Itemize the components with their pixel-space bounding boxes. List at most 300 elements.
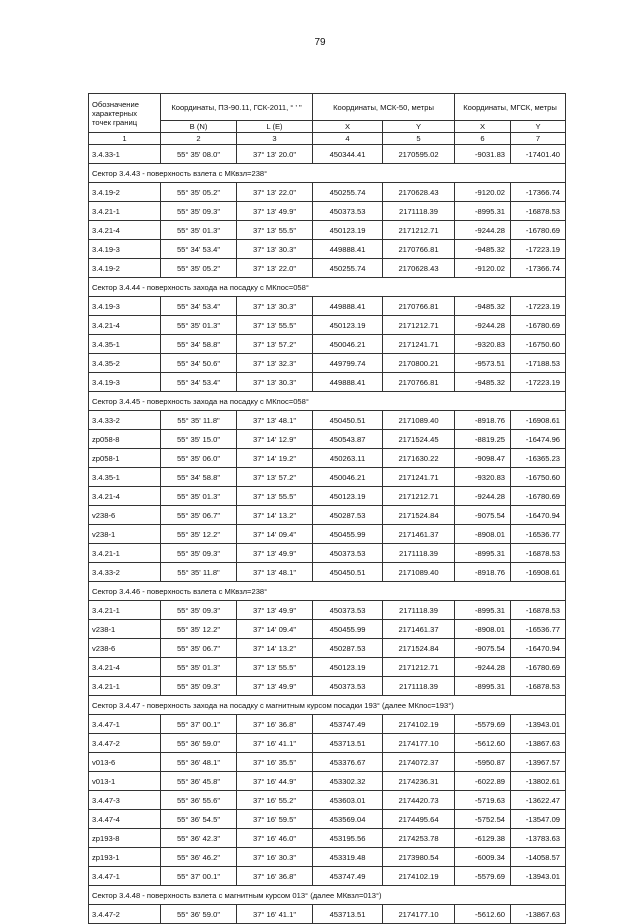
header-sub-b: B (N) xyxy=(161,121,237,133)
cell-msk-x: 450123.19 xyxy=(313,487,383,506)
cell-mgsk-x: -5752.54 xyxy=(455,810,511,829)
cell-mgsk-y: -17223.19 xyxy=(511,240,566,259)
cell-msk-x: 450287.53 xyxy=(313,639,383,658)
cell-msk-x: 450373.53 xyxy=(313,601,383,620)
cell-point-id: 3.4.21-4 xyxy=(89,221,161,240)
cell-longitude-l: 37° 13' 30.3" xyxy=(237,240,313,259)
cell-longitude-l: 37° 13' 20.0" xyxy=(237,145,313,164)
cell-latitude-b: 55° 36' 48.1" xyxy=(161,753,237,772)
cell-msk-y: 2174253.78 xyxy=(383,829,455,848)
cell-point-id: 3.4.33-2 xyxy=(89,563,161,582)
section-title: Сектор 3.4.45 - поверхность захода на посадку с МКпос=058° xyxy=(89,392,566,411)
cell-latitude-b: 55° 34' 53.4" xyxy=(161,297,237,316)
header-col-number: 7 xyxy=(511,133,566,145)
cell-longitude-l: 37° 13' 55.5" xyxy=(237,658,313,677)
table-row xyxy=(89,544,566,563)
cell-latitude-b: 55° 35' 06.7" xyxy=(161,639,237,658)
cell-msk-x: 449888.41 xyxy=(313,240,383,259)
cell-msk-x: 453569.04 xyxy=(313,810,383,829)
header-col-number: 4 xyxy=(313,133,383,145)
cell-latitude-b: 55° 34' 53.4" xyxy=(161,373,237,392)
cell-msk-y: 2171212.71 xyxy=(383,658,455,677)
cell-point-id: 3.4.47-2 xyxy=(89,905,161,924)
cell-mgsk-x: -9098.47 xyxy=(455,449,511,468)
section-title: Сектор 3.4.47 - поверхность захода на посадку с магнитным курсом посадки 193° (далее МКпос=193°) xyxy=(89,696,566,715)
section-title: Сектор 3.4.43 - поверхность взлета с МКвзл=238° xyxy=(89,164,566,183)
cell-msk-x: 450255.74 xyxy=(313,183,383,202)
table-row xyxy=(89,829,566,848)
cell-point-id: v238-1 xyxy=(89,620,161,639)
cell-longitude-l: 37° 13' 57.2" xyxy=(237,468,313,487)
table-row xyxy=(89,183,566,202)
cell-msk-y: 2170595.02 xyxy=(383,145,455,164)
cell-msk-x: 453603.01 xyxy=(313,791,383,810)
cell-point-id: 3.4.47-4 xyxy=(89,810,161,829)
table-row xyxy=(89,430,566,449)
cell-longitude-l: 37° 16' 55.2" xyxy=(237,791,313,810)
cell-msk-x: 450450.51 xyxy=(313,411,383,430)
cell-longitude-l: 37° 16' 41.1" xyxy=(237,734,313,753)
cell-msk-y: 2174177.10 xyxy=(383,905,455,924)
cell-msk-y: 2171241.71 xyxy=(383,468,455,487)
section-title: Сектор 3.4.48 - поверхность взлета с магнитным курсом 013° (далее МКвзл=013°) xyxy=(89,886,566,905)
cell-point-id: 3.4.47-1 xyxy=(89,715,161,734)
cell-mgsk-x: -8995.31 xyxy=(455,202,511,221)
cell-latitude-b: 55° 35' 01.3" xyxy=(161,487,237,506)
table-row xyxy=(89,373,566,392)
cell-msk-x: 453713.51 xyxy=(313,734,383,753)
table-row xyxy=(89,791,566,810)
header-sub-x-msk: X xyxy=(313,121,383,133)
cell-msk-x: 450450.51 xyxy=(313,563,383,582)
cell-latitude-b: 55° 35' 08.0" xyxy=(161,145,237,164)
cell-mgsk-x: -9485.32 xyxy=(455,373,511,392)
table-row xyxy=(89,259,566,278)
cell-longitude-l: 37° 13' 48.1" xyxy=(237,411,313,430)
cell-msk-y: 2170628.43 xyxy=(383,259,455,278)
cell-mgsk-x: -8908.01 xyxy=(455,525,511,544)
cell-point-id: 3.4.21-1 xyxy=(89,601,161,620)
table-row xyxy=(89,620,566,639)
cell-point-id: zp193-8 xyxy=(89,829,161,848)
cell-latitude-b: 55° 35' 11.8" xyxy=(161,563,237,582)
header-group-msk50: Координаты, МСК-50, метры xyxy=(313,94,455,121)
header-col-number: 5 xyxy=(383,133,455,145)
cell-msk-y: 2171089.40 xyxy=(383,411,455,430)
cell-msk-y: 2171524.84 xyxy=(383,639,455,658)
cell-point-id: 3.4.35-2 xyxy=(89,354,161,373)
cell-longitude-l: 37° 14' 13.2" xyxy=(237,639,313,658)
cell-msk-y: 2170628.43 xyxy=(383,183,455,202)
cell-mgsk-y: -16365.23 xyxy=(511,449,566,468)
cell-mgsk-x: -8995.31 xyxy=(455,601,511,620)
cell-msk-y: 2171524.84 xyxy=(383,506,455,525)
table-row xyxy=(89,449,566,468)
cell-latitude-b: 55° 35' 09.3" xyxy=(161,202,237,221)
cell-msk-y: 2170766.81 xyxy=(383,373,455,392)
cell-mgsk-x: -9120.02 xyxy=(455,259,511,278)
cell-mgsk-y: -14058.57 xyxy=(511,848,566,867)
cell-mgsk-y: -16780.69 xyxy=(511,316,566,335)
cell-latitude-b: 55° 35' 11.8" xyxy=(161,411,237,430)
cell-point-id: 3.4.35-1 xyxy=(89,468,161,487)
cell-mgsk-x: -9120.02 xyxy=(455,183,511,202)
table-row xyxy=(89,601,566,620)
cell-longitude-l: 37° 13' 48.1" xyxy=(237,563,313,582)
cell-msk-y: 2174236.31 xyxy=(383,772,455,791)
cell-longitude-l: 37° 13' 22.0" xyxy=(237,259,313,278)
cell-mgsk-x: -9075.54 xyxy=(455,639,511,658)
cell-msk-x: 453319.48 xyxy=(313,848,383,867)
cell-msk-y: 2174177.10 xyxy=(383,734,455,753)
table-row xyxy=(89,658,566,677)
header-sub-x-mgsk: X xyxy=(455,121,511,133)
header-sub-y-msk: Y xyxy=(383,121,455,133)
cell-longitude-l: 37° 13' 30.3" xyxy=(237,373,313,392)
cell-point-id: 3.4.33-2 xyxy=(89,411,161,430)
cell-point-id: 3.4.47-3 xyxy=(89,791,161,810)
cell-mgsk-y: -16878.53 xyxy=(511,544,566,563)
cell-mgsk-y: -16780.69 xyxy=(511,658,566,677)
cell-mgsk-y: -17223.19 xyxy=(511,297,566,316)
cell-point-id: v238-6 xyxy=(89,639,161,658)
cell-msk-y: 2174420.73 xyxy=(383,791,455,810)
cell-point-id: 3.4.19-2 xyxy=(89,183,161,202)
cell-point-id: zp058-1 xyxy=(89,449,161,468)
cell-latitude-b: 55° 34' 58.8" xyxy=(161,335,237,354)
cell-longitude-l: 37° 16' 35.5" xyxy=(237,753,313,772)
cell-latitude-b: 55° 37' 00.1" xyxy=(161,867,237,886)
cell-mgsk-y: -16878.53 xyxy=(511,677,566,696)
cell-latitude-b: 55° 35' 06.7" xyxy=(161,506,237,525)
cell-mgsk-y: -13802.61 xyxy=(511,772,566,791)
section-row xyxy=(89,582,566,601)
cell-mgsk-x: -8819.25 xyxy=(455,430,511,449)
cell-longitude-l: 37° 13' 49.9" xyxy=(237,601,313,620)
cell-longitude-l: 37° 14' 12.9" xyxy=(237,430,313,449)
table-row xyxy=(89,867,566,886)
cell-mgsk-y: -16908.61 xyxy=(511,563,566,582)
cell-point-id: zp193-1 xyxy=(89,848,161,867)
cell-msk-y: 2171118.39 xyxy=(383,677,455,696)
cell-longitude-l: 37° 16' 41.1" xyxy=(237,905,313,924)
table-row xyxy=(89,734,566,753)
cell-longitude-l: 37° 13' 49.9" xyxy=(237,202,313,221)
cell-mgsk-y: -17366.74 xyxy=(511,183,566,202)
table-row xyxy=(89,677,566,696)
cell-mgsk-y: -16474.96 xyxy=(511,430,566,449)
cell-latitude-b: 55° 35' 09.3" xyxy=(161,677,237,696)
cell-point-id: 3.4.47-2 xyxy=(89,734,161,753)
cell-mgsk-x: -5719.63 xyxy=(455,791,511,810)
cell-latitude-b: 55° 35' 05.2" xyxy=(161,259,237,278)
cell-mgsk-y: -16780.69 xyxy=(511,221,566,240)
cell-mgsk-y: -16750.60 xyxy=(511,335,566,354)
cell-latitude-b: 55° 35' 09.3" xyxy=(161,544,237,563)
cell-longitude-l: 37° 13' 57.2" xyxy=(237,335,313,354)
cell-longitude-l: 37° 14' 19.2" xyxy=(237,449,313,468)
cell-longitude-l: 37° 13' 55.5" xyxy=(237,316,313,335)
cell-mgsk-x: -8995.31 xyxy=(455,677,511,696)
cell-mgsk-y: -13783.63 xyxy=(511,829,566,848)
cell-msk-y: 2171630.22 xyxy=(383,449,455,468)
cell-mgsk-x: -9573.51 xyxy=(455,354,511,373)
cell-msk-x: 450344.41 xyxy=(313,145,383,164)
cell-msk-x: 450123.19 xyxy=(313,316,383,335)
cell-mgsk-y: -17401.40 xyxy=(511,145,566,164)
cell-msk-x: 450287.53 xyxy=(313,506,383,525)
cell-mgsk-y: -16536.77 xyxy=(511,525,566,544)
cell-longitude-l: 37° 13' 32.3" xyxy=(237,354,313,373)
cell-msk-x: 450123.19 xyxy=(313,658,383,677)
cell-msk-y: 2171212.71 xyxy=(383,487,455,506)
cell-mgsk-y: -13622.47 xyxy=(511,791,566,810)
cell-msk-y: 2173980.54 xyxy=(383,848,455,867)
cell-msk-y: 2171461.37 xyxy=(383,620,455,639)
cell-msk-y: 2171212.71 xyxy=(383,316,455,335)
table-row xyxy=(89,772,566,791)
table-row xyxy=(89,905,566,924)
cell-mgsk-y: -16536.77 xyxy=(511,620,566,639)
table-row xyxy=(89,221,566,240)
cell-mgsk-x: -9031.83 xyxy=(455,145,511,164)
cell-msk-x: 450255.74 xyxy=(313,259,383,278)
cell-mgsk-x: -9244.28 xyxy=(455,487,511,506)
cell-msk-x: 453713.51 xyxy=(313,905,383,924)
cell-mgsk-x: -5612.60 xyxy=(455,905,511,924)
cell-point-id: v013-6 xyxy=(89,753,161,772)
table-row xyxy=(89,506,566,525)
section-title: Сектор 3.4.44 - поверхность захода на посадку с МКпос=058° xyxy=(89,278,566,297)
table-row xyxy=(89,468,566,487)
cell-longitude-l: 37° 13' 30.3" xyxy=(237,297,313,316)
cell-latitude-b: 55° 35' 12.2" xyxy=(161,620,237,639)
cell-mgsk-y: -16908.61 xyxy=(511,411,566,430)
cell-msk-x: 449888.41 xyxy=(313,297,383,316)
table-row xyxy=(89,316,566,335)
cell-point-id: 3.4.21-4 xyxy=(89,316,161,335)
cell-msk-x: 450046.21 xyxy=(313,468,383,487)
cell-mgsk-x: -5579.69 xyxy=(455,867,511,886)
cell-mgsk-x: -5612.60 xyxy=(455,734,511,753)
cell-longitude-l: 37° 13' 55.5" xyxy=(237,221,313,240)
cell-longitude-l: 37° 13' 49.9" xyxy=(237,677,313,696)
cell-latitude-b: 55° 35' 05.2" xyxy=(161,183,237,202)
table-row xyxy=(89,354,566,373)
cell-msk-y: 2171118.39 xyxy=(383,601,455,620)
header-group-mgsk: Координаты, МГСК, метры xyxy=(455,94,566,121)
cell-point-id: 3.4.21-1 xyxy=(89,202,161,221)
cell-msk-y: 2171241.71 xyxy=(383,335,455,354)
cell-point-id: v013-1 xyxy=(89,772,161,791)
cell-msk-x: 449888.41 xyxy=(313,373,383,392)
section-row xyxy=(89,696,566,715)
cell-longitude-l: 37° 13' 22.0" xyxy=(237,183,313,202)
cell-point-id: 3.4.35-1 xyxy=(89,335,161,354)
cell-msk-y: 2170800.21 xyxy=(383,354,455,373)
section-row xyxy=(89,278,566,297)
cell-mgsk-x: -9244.28 xyxy=(455,316,511,335)
cell-msk-x: 449799.74 xyxy=(313,354,383,373)
cell-mgsk-y: -13867.63 xyxy=(511,905,566,924)
cell-point-id: 3.4.47-1 xyxy=(89,867,161,886)
cell-msk-x: 453376.67 xyxy=(313,753,383,772)
cell-msk-x: 450543.87 xyxy=(313,430,383,449)
cell-longitude-l: 37° 14' 09.4" xyxy=(237,525,313,544)
header-sub-l: L (E) xyxy=(237,121,313,133)
table-row xyxy=(89,639,566,658)
cell-mgsk-y: -17223.19 xyxy=(511,373,566,392)
cell-mgsk-y: -13967.57 xyxy=(511,753,566,772)
cell-msk-x: 453302.32 xyxy=(313,772,383,791)
section-row xyxy=(89,392,566,411)
cell-longitude-l: 37° 16' 59.5" xyxy=(237,810,313,829)
cell-latitude-b: 55° 36' 45.8" xyxy=(161,772,237,791)
cell-msk-y: 2171461.37 xyxy=(383,525,455,544)
cell-point-id: 3.4.19-3 xyxy=(89,373,161,392)
cell-mgsk-x: -9485.32 xyxy=(455,240,511,259)
cell-latitude-b: 55° 35' 01.3" xyxy=(161,658,237,677)
cell-latitude-b: 55° 36' 42.3" xyxy=(161,829,237,848)
cell-mgsk-x: -8918.76 xyxy=(455,411,511,430)
section-row xyxy=(89,164,566,183)
cell-mgsk-y: -17188.53 xyxy=(511,354,566,373)
cell-latitude-b: 55° 35' 09.3" xyxy=(161,601,237,620)
cell-longitude-l: 37° 13' 55.5" xyxy=(237,487,313,506)
table-row xyxy=(89,240,566,259)
cell-mgsk-y: -13867.63 xyxy=(511,734,566,753)
header-group-pz90: Координаты, ПЗ-90.11, ГСК-2011, ° ' " xyxy=(161,94,313,121)
cell-mgsk-x: -5950.87 xyxy=(455,753,511,772)
cell-point-id: 3.4.19-3 xyxy=(89,297,161,316)
cell-longitude-l: 37° 14' 09.4" xyxy=(237,620,313,639)
coordinates-table xyxy=(88,93,566,924)
cell-msk-y: 2174102.19 xyxy=(383,715,455,734)
header-col-number: 3 xyxy=(237,133,313,145)
cell-msk-x: 453747.49 xyxy=(313,715,383,734)
cell-latitude-b: 55° 34' 53.4" xyxy=(161,240,237,259)
cell-mgsk-x: -8918.76 xyxy=(455,563,511,582)
cell-point-id: v238-1 xyxy=(89,525,161,544)
cell-mgsk-y: -16470.94 xyxy=(511,639,566,658)
cell-msk-x: 450373.53 xyxy=(313,544,383,563)
cell-mgsk-x: -6129.38 xyxy=(455,829,511,848)
table-row xyxy=(89,525,566,544)
cell-mgsk-x: -6009.34 xyxy=(455,848,511,867)
cell-latitude-b: 55° 35' 01.3" xyxy=(161,316,237,335)
table-row xyxy=(89,487,566,506)
cell-longitude-l: 37° 14' 13.2" xyxy=(237,506,313,525)
cell-mgsk-x: -9320.83 xyxy=(455,335,511,354)
cell-longitude-l: 37° 16' 46.0" xyxy=(237,829,313,848)
cell-msk-x: 450455.99 xyxy=(313,525,383,544)
cell-point-id: 3.4.19-3 xyxy=(89,240,161,259)
cell-point-id: 3.4.19-2 xyxy=(89,259,161,278)
cell-latitude-b: 55° 35' 06.0" xyxy=(161,449,237,468)
cell-msk-x: 450373.53 xyxy=(313,202,383,221)
cell-point-id: 3.4.21-1 xyxy=(89,544,161,563)
cell-msk-y: 2174072.37 xyxy=(383,753,455,772)
cell-mgsk-y: -16780.69 xyxy=(511,487,566,506)
cell-msk-x: 450455.99 xyxy=(313,620,383,639)
header-sub-y-mgsk: Y xyxy=(511,121,566,133)
cell-latitude-b: 55° 35' 12.2" xyxy=(161,525,237,544)
table-row xyxy=(89,335,566,354)
table-row xyxy=(89,715,566,734)
cell-point-id: 3.4.21-4 xyxy=(89,658,161,677)
cell-latitude-b: 55° 34' 50.6" xyxy=(161,354,237,373)
page-number: 79 xyxy=(314,37,326,48)
cell-msk-x: 453195.56 xyxy=(313,829,383,848)
cell-longitude-l: 37° 16' 36.8" xyxy=(237,715,313,734)
header-col-number: 2 xyxy=(161,133,237,145)
cell-mgsk-x: -8908.01 xyxy=(455,620,511,639)
cell-longitude-l: 37° 16' 30.3" xyxy=(237,848,313,867)
cell-mgsk-x: -5579.69 xyxy=(455,715,511,734)
cell-mgsk-y: -16470.94 xyxy=(511,506,566,525)
cell-mgsk-x: -8995.31 xyxy=(455,544,511,563)
cell-latitude-b: 55° 37' 00.1" xyxy=(161,715,237,734)
cell-mgsk-y: -13547.09 xyxy=(511,810,566,829)
cell-point-id: 3.4.21-1 xyxy=(89,677,161,696)
table-row xyxy=(89,563,566,582)
cell-mgsk-x: -9244.28 xyxy=(455,658,511,677)
table-row xyxy=(89,753,566,772)
table-row xyxy=(89,810,566,829)
cell-mgsk-x: -9244.28 xyxy=(455,221,511,240)
cell-point-id: 3.4.33-1 xyxy=(89,145,161,164)
cell-latitude-b: 55° 34' 58.8" xyxy=(161,468,237,487)
cell-mgsk-x: -6022.89 xyxy=(455,772,511,791)
cell-msk-x: 450263.11 xyxy=(313,449,383,468)
cell-msk-x: 450373.53 xyxy=(313,677,383,696)
header-col-number: 6 xyxy=(455,133,511,145)
cell-mgsk-y: -13943.01 xyxy=(511,715,566,734)
cell-msk-y: 2171118.39 xyxy=(383,202,455,221)
cell-msk-y: 2171089.40 xyxy=(383,563,455,582)
cell-mgsk-y: -17366.74 xyxy=(511,259,566,278)
cell-msk-y: 2170766.81 xyxy=(383,297,455,316)
table-row xyxy=(89,297,566,316)
table-row xyxy=(89,202,566,221)
cell-longitude-l: 37° 16' 44.9" xyxy=(237,772,313,791)
cell-mgsk-x: -9485.32 xyxy=(455,297,511,316)
table-row xyxy=(89,848,566,867)
cell-msk-y: 2171212.71 xyxy=(383,221,455,240)
table-row xyxy=(89,145,566,164)
cell-mgsk-x: -9075.54 xyxy=(455,506,511,525)
cell-latitude-b: 55° 35' 01.3" xyxy=(161,221,237,240)
cell-msk-y: 2170766.81 xyxy=(383,240,455,259)
header-col-number: 1 xyxy=(89,133,161,145)
cell-latitude-b: 55° 35' 15.0" xyxy=(161,430,237,449)
cell-msk-y: 2171118.39 xyxy=(383,544,455,563)
cell-latitude-b: 55° 36' 59.0" xyxy=(161,905,237,924)
cell-latitude-b: 55° 36' 54.5" xyxy=(161,810,237,829)
cell-latitude-b: 55° 36' 46.2" xyxy=(161,848,237,867)
cell-msk-y: 2174102.19 xyxy=(383,867,455,886)
table-row xyxy=(89,411,566,430)
cell-latitude-b: 55° 36' 55.6" xyxy=(161,791,237,810)
cell-longitude-l: 37° 13' 49.9" xyxy=(237,544,313,563)
cell-mgsk-y: -16878.53 xyxy=(511,601,566,620)
cell-mgsk-y: -16878.53 xyxy=(511,202,566,221)
cell-point-id: zp058-8 xyxy=(89,430,161,449)
section-row xyxy=(89,886,566,905)
cell-mgsk-x: -9320.83 xyxy=(455,468,511,487)
cell-msk-x: 450123.19 xyxy=(313,221,383,240)
header-point-label: Обозначение характерных точек границ xyxy=(89,94,161,133)
